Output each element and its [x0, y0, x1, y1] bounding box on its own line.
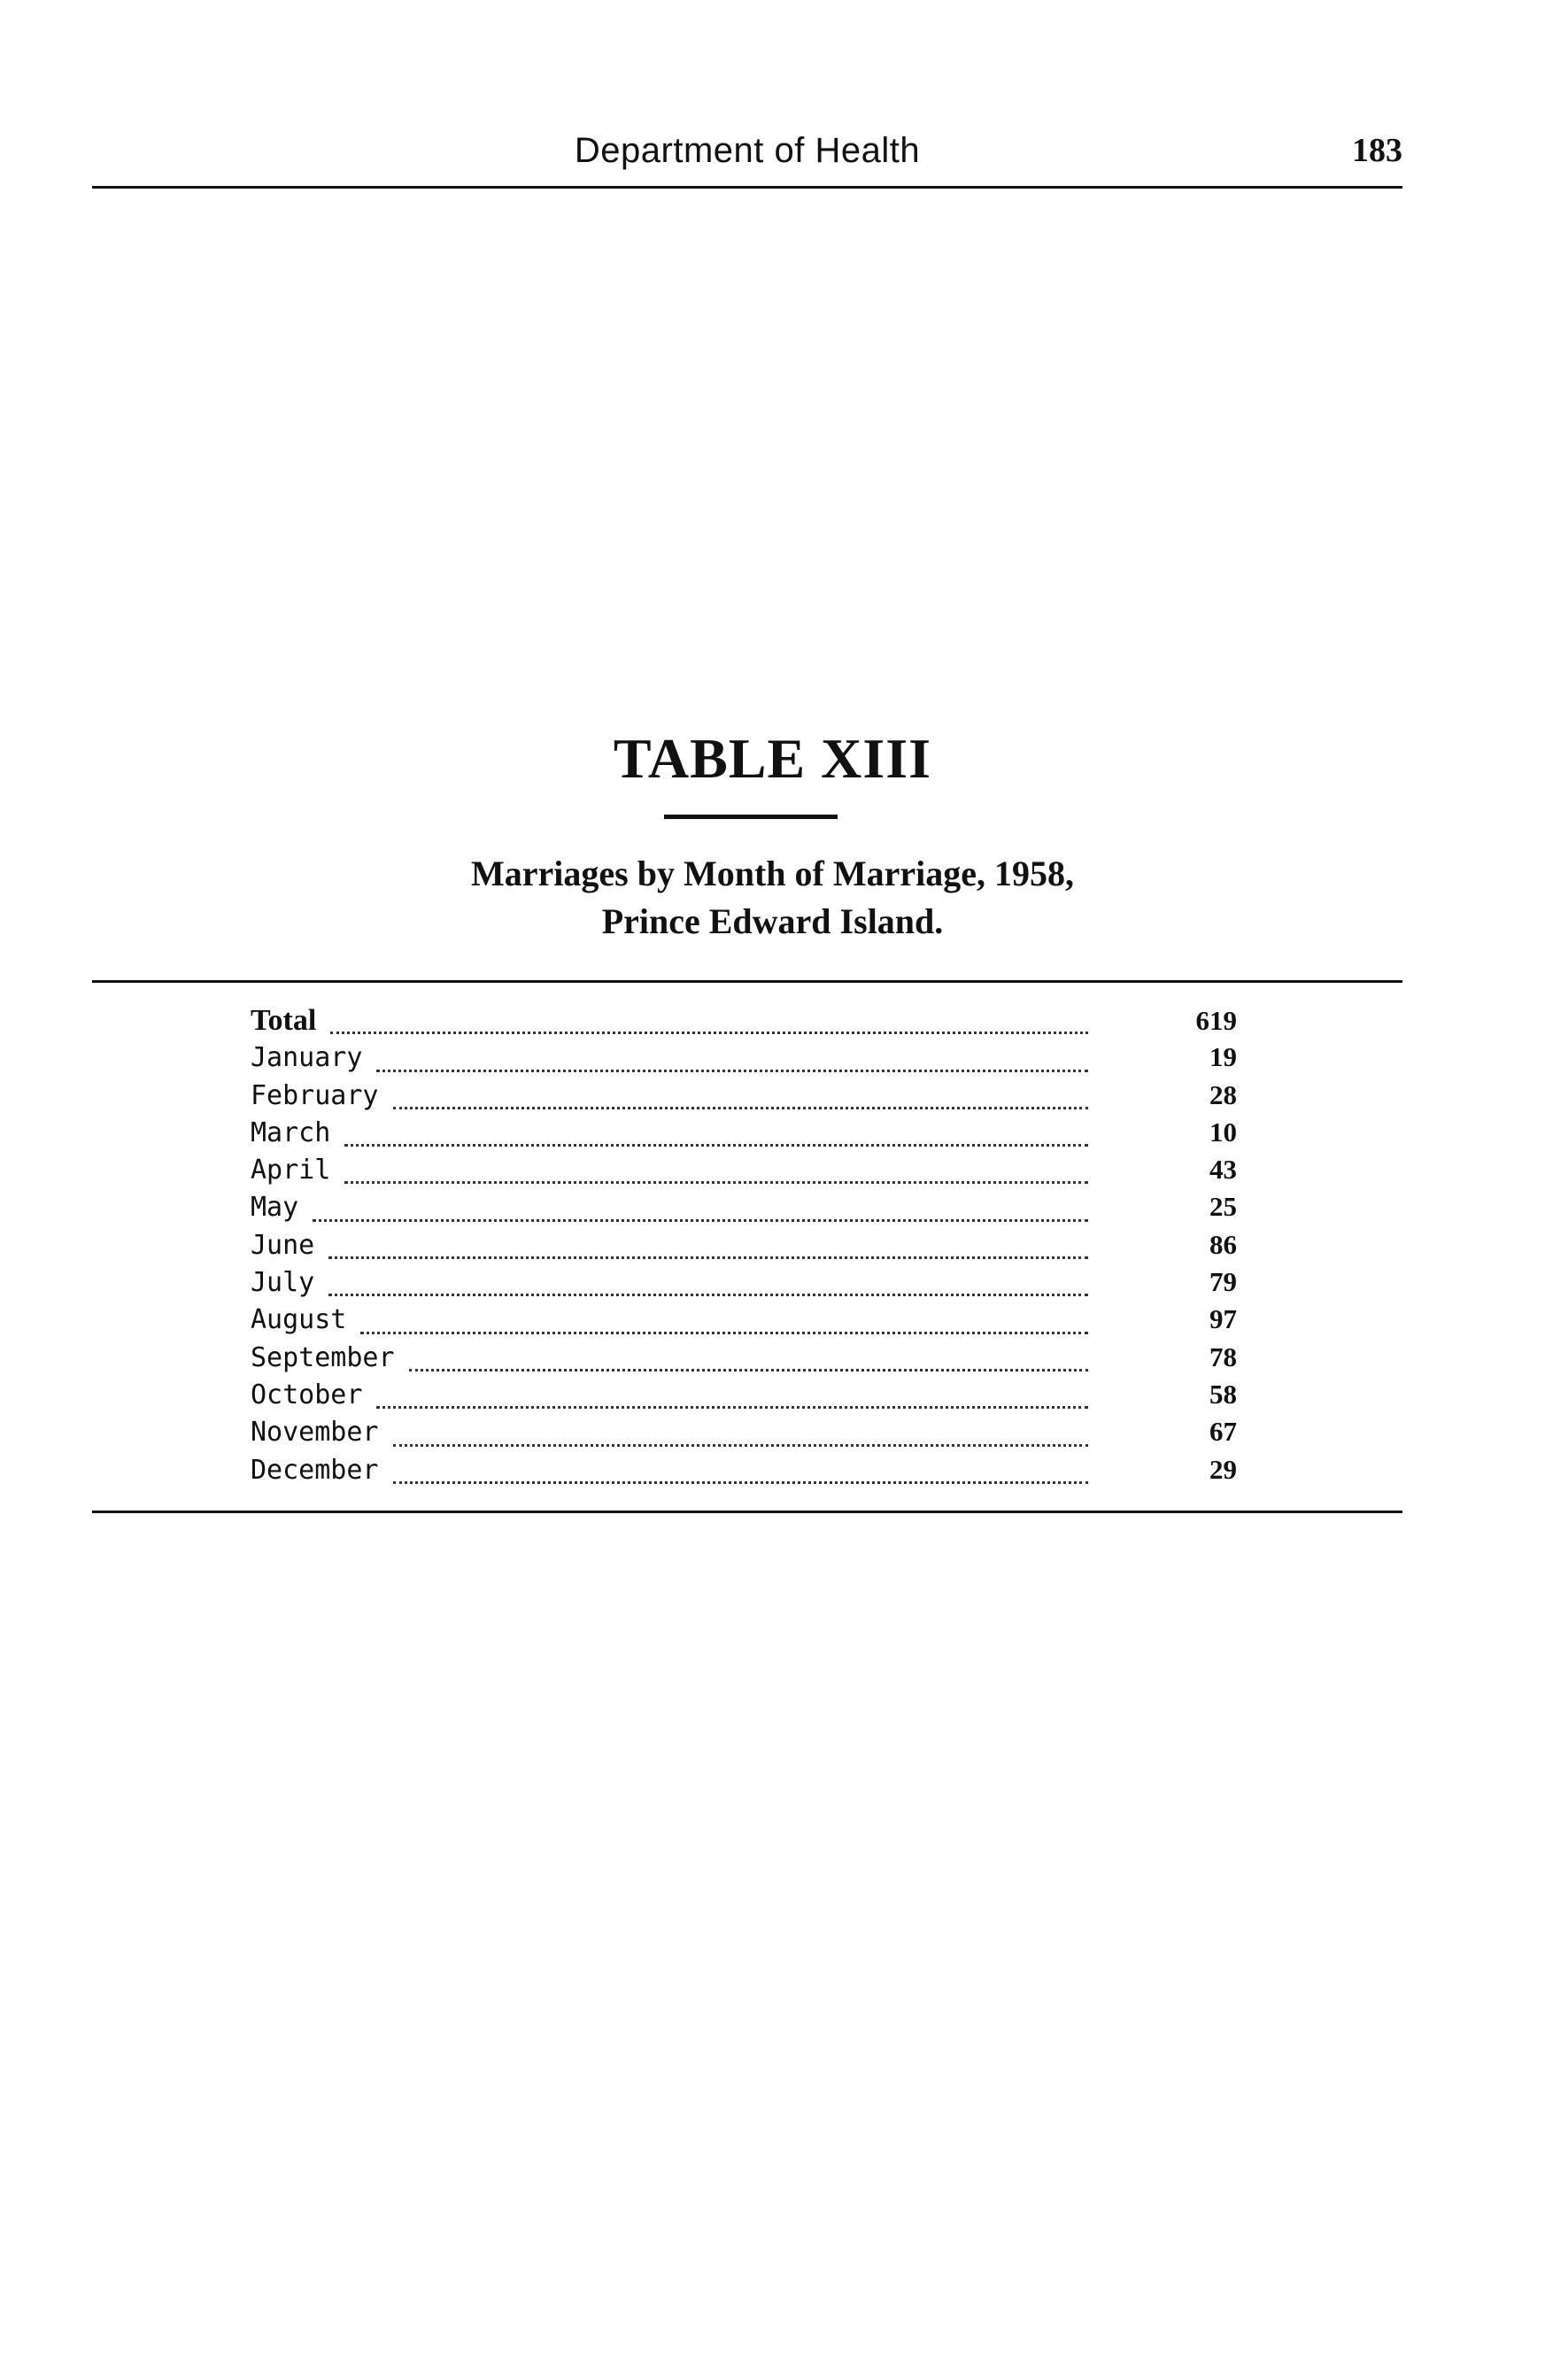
marriages-table: [251, 1004, 1242, 1491]
dot-leader: [313, 1219, 1088, 1222]
row-label: March: [251, 1117, 331, 1148]
row-value: 97: [1209, 1303, 1237, 1335]
table-row: [251, 1191, 1242, 1228]
dot-leader: [409, 1369, 1088, 1372]
table-top-rule: [92, 980, 1402, 983]
table-title: TABLE XIII: [613, 727, 932, 790]
row-value: 86: [1209, 1228, 1237, 1260]
page-header: [92, 124, 1402, 188]
row-label: Total: [251, 1004, 317, 1037]
row-label: November: [251, 1417, 379, 1449]
row-value: 28: [1209, 1078, 1237, 1110]
table-row: [251, 1229, 1242, 1266]
dot-leader: [393, 1481, 1089, 1484]
row-value: 58: [1209, 1378, 1237, 1410]
table-subtitle: [0, 850, 1545, 946]
dot-leader: [330, 1032, 1088, 1034]
row-value: 78: [1209, 1341, 1237, 1372]
dot-leader: [328, 1294, 1088, 1296]
title-rule: [664, 815, 838, 819]
row-value: 29: [1209, 1453, 1237, 1485]
table-row: [251, 1303, 1242, 1341]
row-label: April: [251, 1155, 331, 1186]
table-row: [251, 1341, 1242, 1379]
row-label: September: [251, 1341, 395, 1373]
dot-leader: [344, 1181, 1088, 1184]
row-value: 619: [1195, 1005, 1237, 1036]
row-label: June: [251, 1229, 315, 1261]
dot-leader: [376, 1070, 1088, 1072]
row-label: August: [251, 1304, 347, 1336]
running-head: Department of Health: [574, 131, 921, 170]
subtitle-line-2: Prince Edward Island.: [601, 901, 944, 941]
table-row: [251, 1079, 1242, 1117]
row-value: 79: [1209, 1266, 1237, 1298]
table-row: [251, 1379, 1242, 1416]
row-label: October: [251, 1379, 363, 1410]
subtitle-line-1: Marriages by Month of Marriage, 1958,: [471, 854, 1074, 893]
dot-leader: [360, 1332, 1088, 1334]
table-row-total: [251, 1004, 1242, 1041]
row-value: 43: [1209, 1154, 1237, 1186]
row-label: July: [251, 1267, 315, 1299]
row-value: 25: [1209, 1191, 1237, 1223]
table-bottom-rule: [92, 1511, 1402, 1513]
dot-leader: [344, 1144, 1088, 1147]
row-value: 10: [1209, 1116, 1237, 1148]
table-row: [251, 1117, 1242, 1154]
page-number: 183: [1352, 132, 1402, 169]
row-label: May: [251, 1192, 299, 1224]
dot-leader: [393, 1444, 1089, 1447]
row-label: December: [251, 1454, 379, 1486]
dot-leader: [328, 1256, 1088, 1259]
header-rule: [92, 186, 1402, 189]
table-row: [251, 1041, 1242, 1078]
table-row: [251, 1416, 1242, 1453]
table-row: [251, 1266, 1242, 1303]
dot-leader: [393, 1107, 1089, 1109]
row-label: January: [251, 1042, 363, 1074]
table-row: [251, 1154, 1242, 1191]
row-label: February: [251, 1079, 379, 1111]
table-row: [251, 1454, 1242, 1491]
row-value: 19: [1209, 1041, 1237, 1073]
dot-leader: [376, 1406, 1088, 1409]
row-value: 67: [1209, 1416, 1237, 1448]
